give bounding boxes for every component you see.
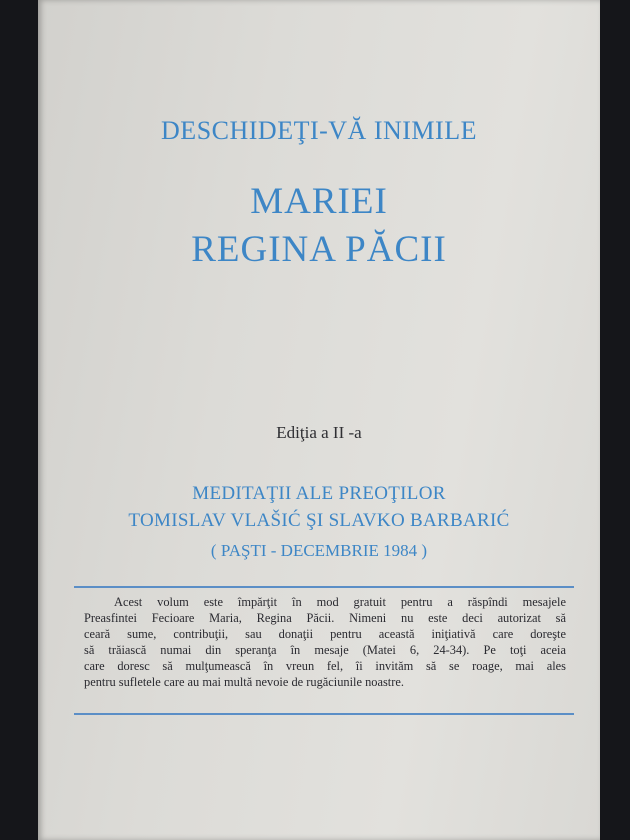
notice-line: să trăiască numai din speranţa în mesaje (Matei 6, 24-34). Pe toţi aceia (84, 643, 566, 657)
notice-bottom-rule (74, 713, 574, 715)
date-range: ( PAŞTI - DECEMBRIE 1984 ) (210, 541, 428, 560)
notice-line: Acest volum este împărţit în mod gratuit pentru a răspîndi mesajele (114, 595, 566, 609)
pre-title: DESCHIDEŢI-VĂ INIMILE (161, 116, 477, 145)
notice-line: Preasfintei Fecioare Maria, Regina Păcii. Nimeni nu este deci autorizat să (84, 611, 566, 625)
authors-line-1: MEDITAŢII ALE PREOŢILOR (192, 483, 446, 504)
distribution-notice (84, 594, 566, 690)
notice-line: care doresc să mulţumească în vreun fel, îi invităm să se roage, mai ales (84, 659, 566, 673)
edition-label: Ediţia a II -a (276, 423, 362, 442)
title-line-2: REGINA PĂCII (191, 229, 447, 270)
notice-top-rule (74, 586, 574, 588)
authors-line-2: TOMISLAV VLAŠIĆ ŞI SLAVKO BARBARIĆ (128, 510, 510, 531)
book-cover (38, 0, 600, 840)
notice-line: ceară sume, contribuţii, sau donaţii pentru această iniţiativă care doreşte (84, 627, 566, 641)
notice-line: pentru sufletele care au mai multă nevoie de rugăciunile noastre. (84, 675, 404, 689)
title-line-1: MARIEI (250, 181, 388, 222)
